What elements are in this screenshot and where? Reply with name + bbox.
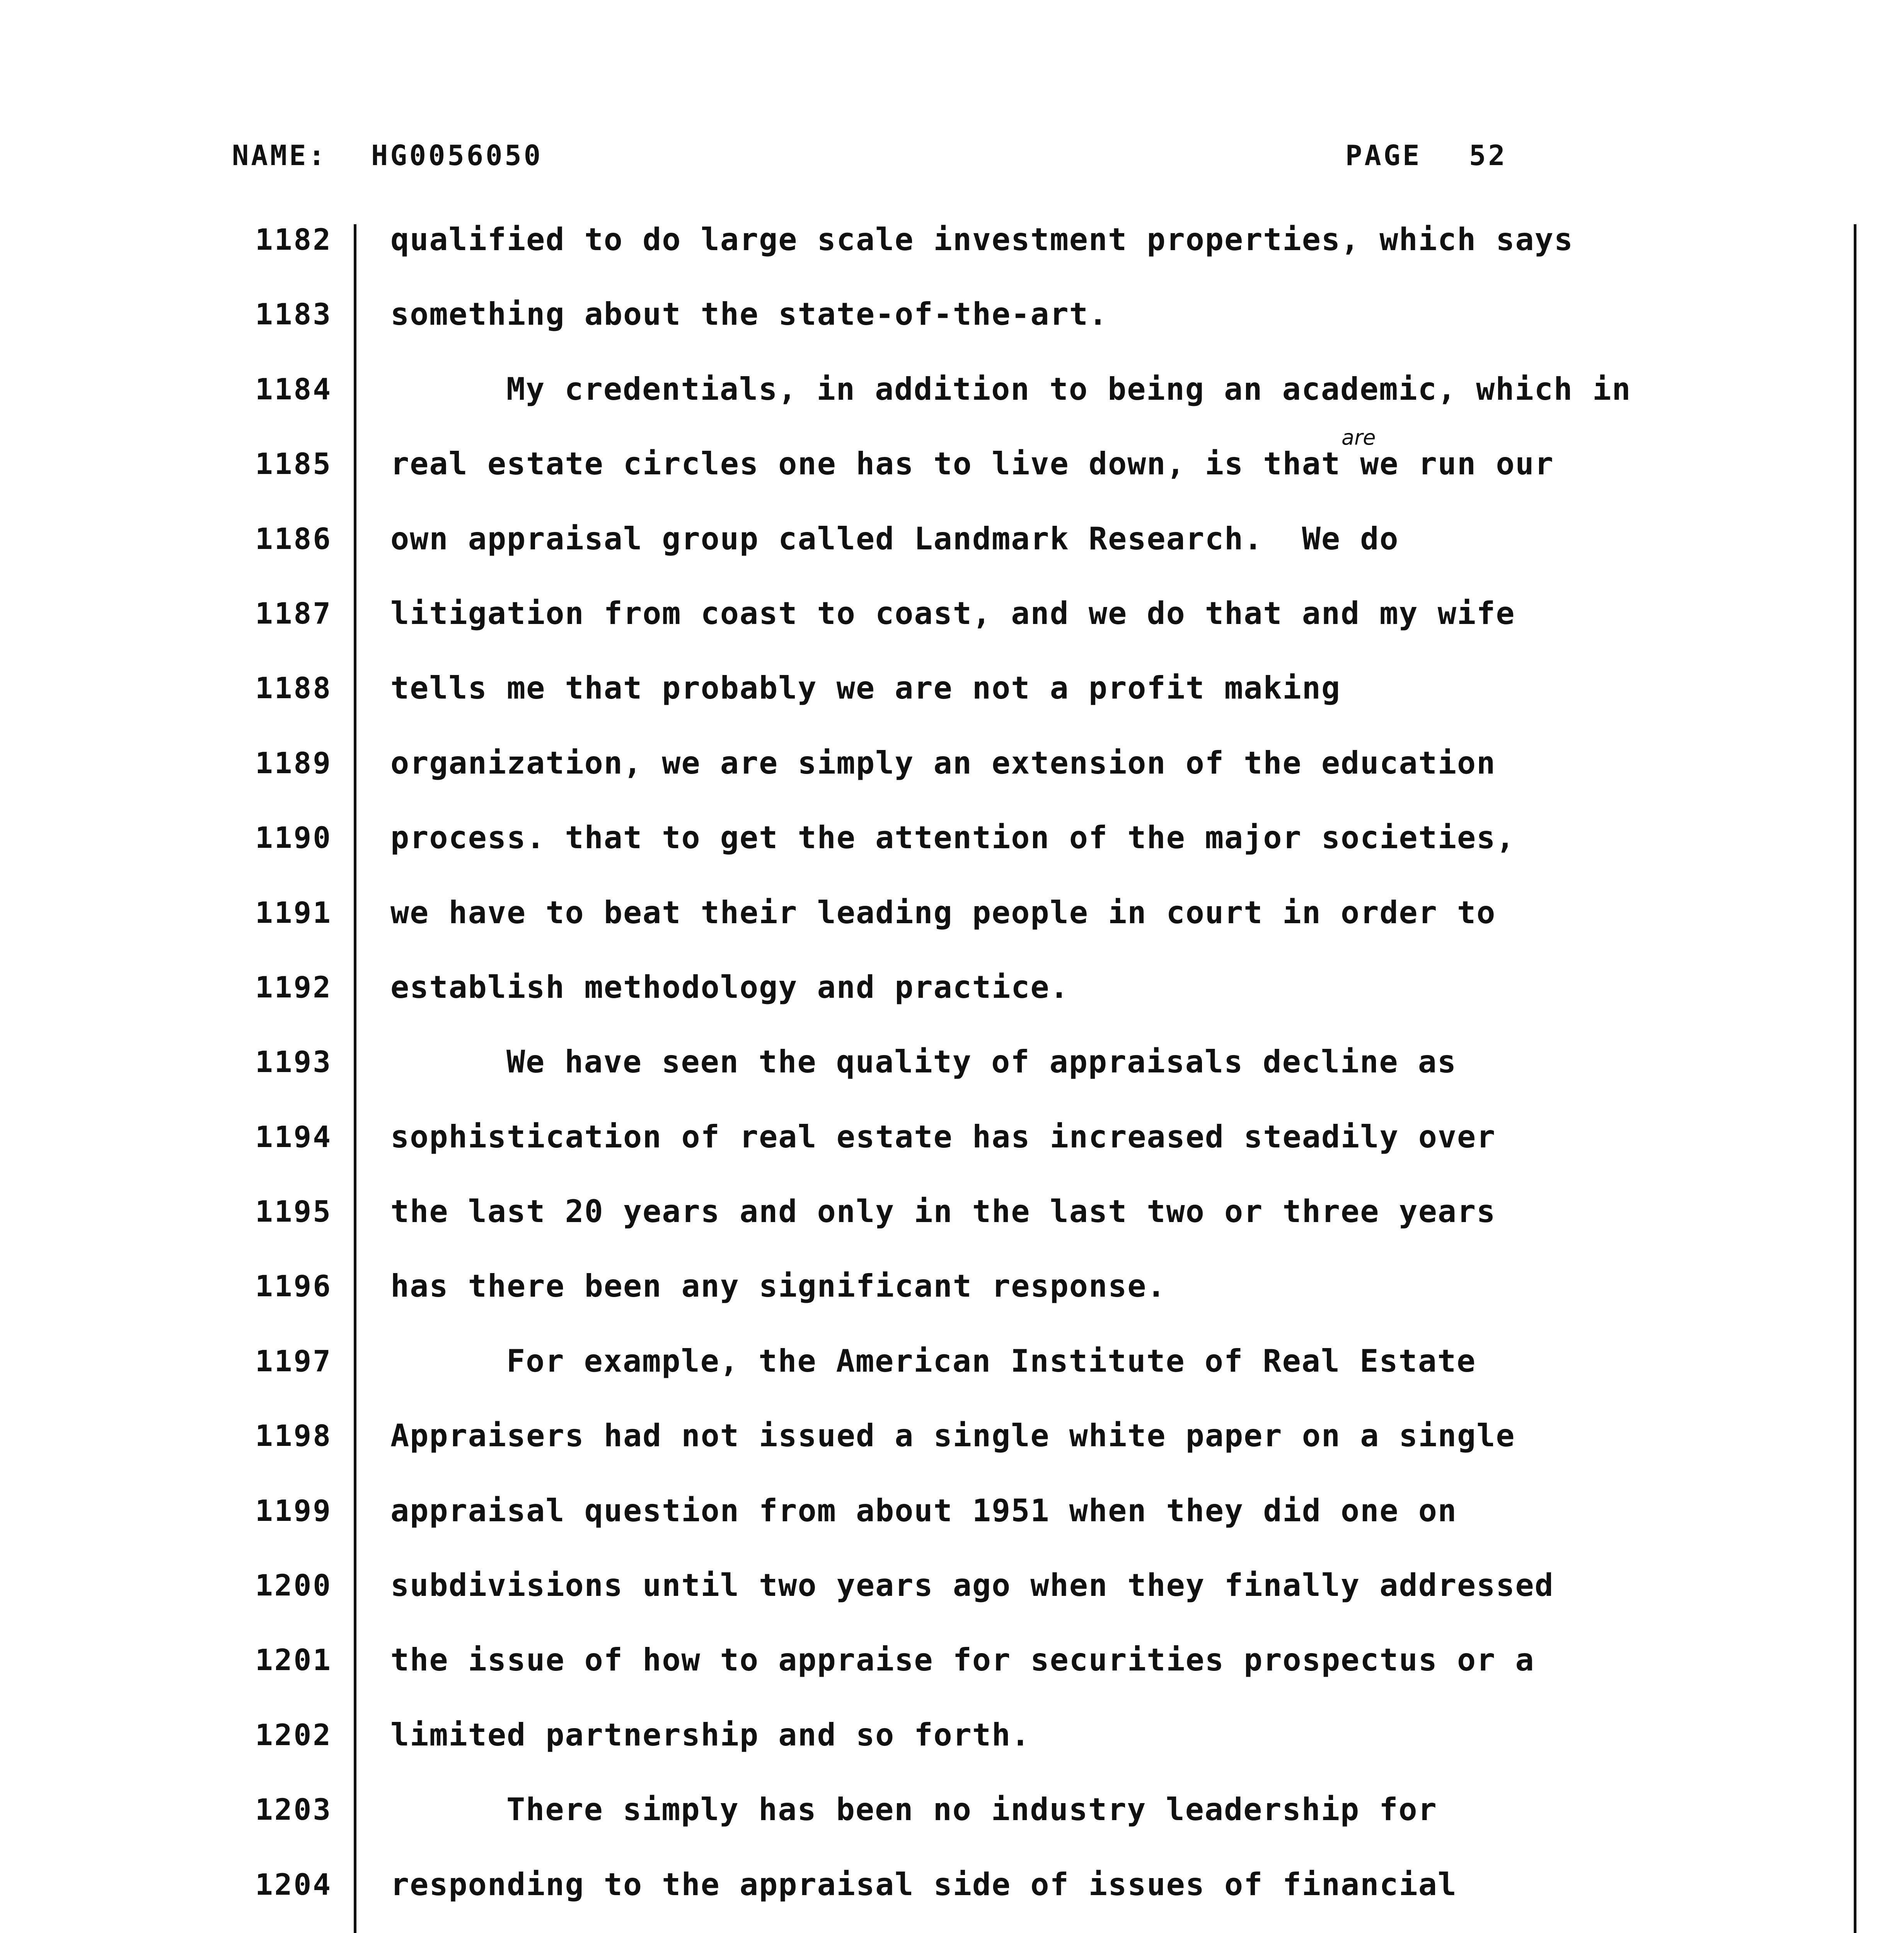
line-text: real estate circles one has to live down, is that we run our — [390, 446, 1554, 482]
transcript-line — [0, 1488, 1904, 1562]
line-number: 1204 — [255, 1867, 332, 1902]
transcript-line — [0, 590, 1904, 665]
transcript-line — [0, 1637, 1904, 1711]
line-number: 1197 — [255, 1343, 332, 1378]
line-text: has there been any significant response. — [390, 1268, 1166, 1304]
transcript-line — [0, 665, 1904, 740]
line-number: 1195 — [255, 1194, 332, 1229]
line-text: qualified to do large scale investment properties, which says — [390, 222, 1574, 257]
line-text: For example, the American Institute of Real Estate — [506, 1343, 1476, 1379]
transcript-line — [0, 1188, 1904, 1263]
line-number: 1198 — [255, 1418, 332, 1453]
line-text: appraisal question from about 1951 when they did one on — [390, 1492, 1457, 1529]
line-number: 1190 — [255, 820, 332, 855]
line-number: 1199 — [255, 1493, 332, 1528]
transcript-line — [0, 740, 1904, 815]
transcript-line — [0, 516, 1904, 590]
line-number: 1189 — [255, 745, 332, 780]
line-number: 1202 — [255, 1717, 332, 1752]
transcript-line — [0, 815, 1904, 889]
transcript-line — [0, 964, 1904, 1039]
line-text: subdivisions until two years ago when they finally addressed — [390, 1567, 1554, 1604]
line-text: My credentials, in addition to being an academic, which in — [506, 371, 1631, 407]
line-text: we have to beat their leading people in court in order to — [390, 894, 1496, 931]
line-text: sophistication of real estate has increased steadily over — [390, 1118, 1496, 1155]
line-number: 1200 — [255, 1568, 332, 1603]
line-number: 1182 — [255, 222, 332, 257]
transcript-line — [0, 1338, 1904, 1413]
transcript-line — [0, 890, 1904, 964]
line-number: 1201 — [255, 1643, 332, 1677]
line-number: 1196 — [255, 1269, 332, 1304]
line-number: 1191 — [255, 895, 332, 930]
transcript-line — [0, 1263, 1904, 1338]
transcript-line — [0, 1114, 1904, 1188]
transcript-line — [0, 1039, 1904, 1113]
line-number: 1192 — [255, 970, 332, 1004]
transcript-line — [0, 291, 1904, 366]
line-text: There simply has been no industry leadership for — [506, 1792, 1437, 1828]
line-text: organization, we are simply an extension of the education — [390, 745, 1496, 781]
document-id: HG0056050 — [371, 139, 543, 172]
line-text: the last 20 years and only in the last two or three years — [390, 1193, 1496, 1230]
transcript-line — [0, 1562, 1904, 1637]
transcript-line — [0, 216, 1904, 291]
line-number: 1185 — [255, 447, 332, 481]
page-label: PAGE — [1345, 139, 1422, 172]
name-label: NAME: — [232, 139, 327, 172]
line-number: 1183 — [255, 297, 332, 332]
line-text: process. that to get the attention of the major societies, — [390, 820, 1515, 856]
transcript-line — [0, 1413, 1904, 1487]
transcript-line — [0, 366, 1904, 441]
page-number: 52 — [1469, 139, 1507, 172]
line-text: something about the state-of-the-art. — [390, 296, 1108, 332]
line-text: We have seen the quality of appraisals decline as — [506, 1044, 1457, 1080]
transcript-lines — [0, 216, 1904, 1933]
handwritten-correction: are — [1341, 425, 1376, 450]
line-number: 1186 — [255, 521, 332, 556]
line-number: 1203 — [255, 1792, 332, 1827]
line-number: 1184 — [255, 372, 332, 406]
transcript-line — [0, 425, 1904, 515]
line-number: 1193 — [255, 1045, 332, 1079]
transcript-line — [0, 1861, 1904, 1933]
transcript-line — [0, 1786, 1904, 1861]
line-text: tells me that probably we are not a profit making — [390, 670, 1341, 706]
line-number: 1188 — [255, 671, 332, 706]
transcript-line — [0, 1712, 1904, 1786]
line-number: 1187 — [255, 596, 332, 631]
page-header — [232, 139, 1546, 186]
line-text: own appraisal group called Landmark Research. We do — [390, 520, 1399, 557]
line-text: Appraisers had not issued a single white paper on a single — [390, 1418, 1515, 1454]
line-text: limited partnership and so forth. — [390, 1717, 1031, 1753]
line-text: establish methodology and practice. — [390, 969, 1069, 1005]
line-text: litigation from coast to coast, and we do that and my wife — [390, 595, 1515, 631]
line-text: the issue of how to appraise for securities prospectus or a — [390, 1642, 1535, 1678]
line-number: 1194 — [255, 1119, 332, 1154]
line-text: responding to the appraisal side of issues of financial — [390, 1866, 1457, 1902]
